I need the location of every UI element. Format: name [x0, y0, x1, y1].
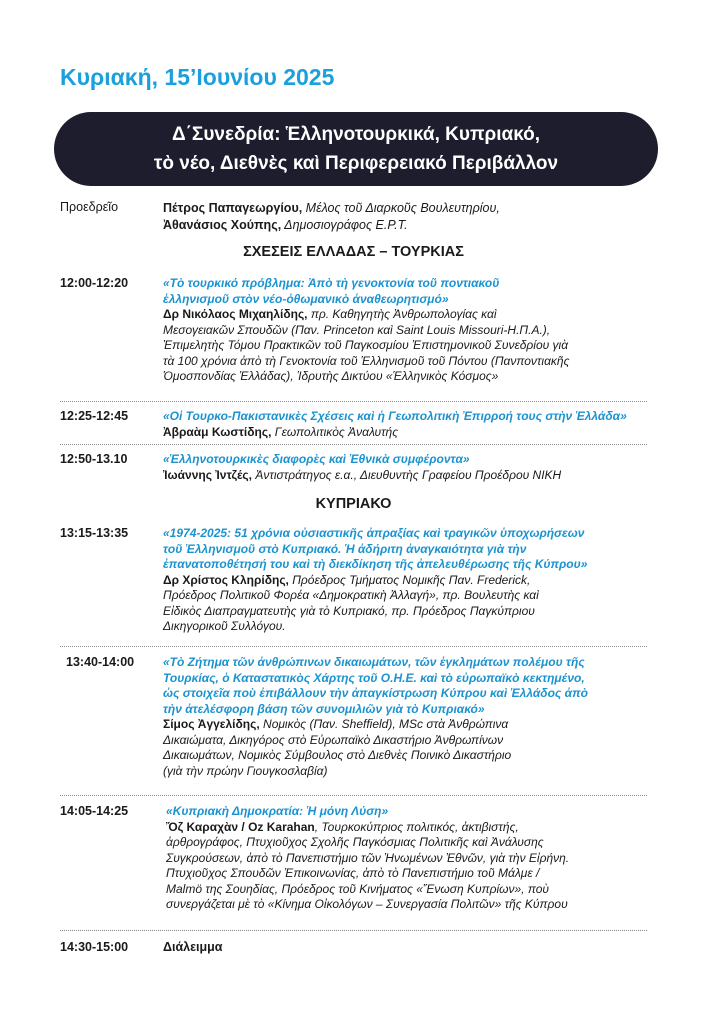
- speaker-name: Δρ Νικόλαος Μιχαηλίδης,: [163, 307, 308, 321]
- divider: [60, 401, 647, 402]
- speaker-line: [163, 573, 663, 589]
- talk-title-line: «Τὸ τουρκικό πρόβλημα: Ἀπὸ τὴ γενοκτονία τοῦ ποντιακοῦ: [163, 276, 500, 290]
- talk-entry: [166, 804, 666, 913]
- speaker-bio-line: τὰ 100 χρόνια ἀπὸ τὴ Γενοκτονία τοῦ Ἑλληνισμοῦ τοῦ Πόντου (Πανποντιακῆς: [163, 353, 570, 368]
- speaker-bio: Γεωπολιτικὸς Ἀναλυτής: [271, 424, 399, 439]
- speaker-bio: , Τουρκοκύπριος πολιτικός, ἀκτιβιστής,: [314, 819, 519, 834]
- presidium-member-name: Ἀθανάσιος Χούπης,: [163, 218, 282, 232]
- presidium-members: [163, 200, 663, 234]
- talk-entry: [163, 452, 663, 483]
- talk-title-line: «Κυπριακὴ Δημοκρατία: Ἡ μόνη Λύση»: [166, 804, 389, 818]
- speaker-bio-line: Συγκρούσεων, ἀπὸ τὸ Πανεπιστήμιο τῶν Ἡνωμένων Ἐθνῶν, γιὰ τὴν Εἰρήνη.: [166, 850, 570, 865]
- talk-title-line: ἑλληνισμοῦ στὸν νέο-ὀθωμανικὸ ἀναθεωρητισμό»: [163, 291, 449, 306]
- page-date: Κυριακή, 15’Ιουνίου 2025: [60, 64, 335, 90]
- talk-title-line: «1974-2025: 51 χρόνια οὐσιαστικῆς ἀπραξίας καὶ τραγικῶν ὑποχωρήσεων: [163, 526, 585, 540]
- session-title-line-2: τὸ νέο, Διεθνὲς καὶ Περιφερειακό Περιβάλλον: [153, 153, 559, 174]
- presidium-member-name: Πέτρος Παπαγεωργίου,: [163, 201, 303, 215]
- speaker-bio-line: Πρόεδρος Πολιτικοῦ Φορέα «Δημοκρατικὴ Ἀλλαγή», πρ. Βουλευτὴς καὶ: [163, 588, 539, 602]
- speaker-bio-line: Malmö της Σουηδίας, Πρόεδρος τοῦ Κινήματος «Ἕνωση Κυπρίων», ποὺ: [166, 881, 549, 896]
- speaker-bio-line: Ὁμοσπονδίας Ἑλλάδας), Ἱδρυτὴς Δικτύου «Ἑλληνικὸς Κόσμος»: [163, 369, 499, 383]
- speaker-bio-line: Εἰδικὸς Διαπραγματευτὴς γιὰ τὸ Κυπριακό, πρ. Πρόεδρος Παγκύπριου: [163, 603, 535, 618]
- talk-title-line: «Τὸ Ζήτημα τῶν ἀνθρώπινων δικαιωμάτων, τῶν ἐγκλημάτων πολέμου τῆς: [163, 655, 585, 669]
- speaker-bio-line: Δικαιωμάτων, Νομικὸς Σύμβουλος στὸ Διεθνὲς Ποινικὸ Δικαστήριο: [163, 748, 512, 762]
- break-time: 14:30-15:00: [60, 940, 129, 954]
- speaker-name: Σίμος Ἀγγελίδης,: [163, 717, 260, 731]
- talk-entry: [163, 526, 663, 635]
- speaker-name: Ὄζ Καραχὰν / Oz Karahan: [166, 819, 315, 834]
- talk-title-line: ἐπανατοποθέτησή του καὶ τὴ διεκδίκηση τῆς ἀπελευθέρωσης τῆς Κύπρου»: [163, 557, 588, 571]
- talk-entry: [163, 276, 663, 385]
- speaker-bio-line: Μεσογειακῶν Σπουδῶν (Παν. Princeton καὶ Saint Louis Missouri-Η.Π.Α.),: [163, 322, 551, 337]
- speaker-bio: Πρόεδρος Τμήματος Νομικῆς Παν. Frederick,: [288, 572, 531, 587]
- presidium-member-role: Μέλος τοῦ Διαρκοῦς Βουλευτηρίου,: [302, 201, 500, 215]
- speaker-line: [163, 717, 663, 733]
- talk-title-line: τὴν ἀτελέσφορη βάση τῶν συνομιλιῶν γιὰ τὸ Κυπριακό»: [163, 701, 485, 716]
- presidium-label: Προεδρεῖο: [60, 200, 119, 214]
- slot-time: 12:00-12:20: [60, 276, 129, 290]
- speaker-bio-line: συνεργάζεται μὲ τὸ «Κίνημα Οἰκολόγων – Συνεργασία Πολιτῶν» τῆς Κύπρου: [166, 897, 568, 911]
- talk-title-line: τοῦ Ἑλληνισμοῦ στὸ Κυπριακό. Ἡ ἀδήριτη ἀναγκαιότητα γιὰ τὴν: [163, 541, 527, 556]
- session-banner: [54, 112, 658, 186]
- talk-title-line: ὡς στοιχεῖα ποὺ ἐπιβάλλουν τὴν ἀπαγκίστρωση Κύπρου καὶ Ἑλλάδος ἀπὸ: [163, 686, 588, 700]
- break-label: Διάλειμμα: [163, 940, 223, 954]
- presidium-member: [163, 217, 663, 234]
- speaker-name: Ἀβραὰμ Κωστίδης,: [163, 424, 272, 439]
- speaker-line: [163, 307, 663, 323]
- speaker-bio: Ἀντιστράτηγος ε.α., Διευθυντὴς Γραφείου Προέδρου ΝΙΚΗ: [252, 467, 562, 482]
- talk-title-line: «Ἑλληνοτουρκικὲς διαφορὲς καὶ Ἐθνικὰ συμφέροντα»: [163, 452, 470, 466]
- speaker-line: [163, 425, 663, 441]
- divider: [60, 795, 647, 796]
- slot-time: 13:15-13:35: [60, 526, 129, 540]
- talk-entry: [163, 655, 663, 779]
- speaker-bio-line: Δικηγορικοῦ Συλλόγου.: [163, 619, 286, 633]
- divider: [60, 646, 647, 647]
- slot-time: 14:05-14:25: [60, 804, 129, 818]
- section-heading-cyprus: ΚΥΠΡΙΑΚΟ: [315, 496, 392, 512]
- divider: [60, 930, 647, 931]
- talk-title-line: «Οἱ Τουρκο-Πακιστανικὲς Σχέσεις καὶ ἡ Γεωπολιτικὴ Ἐπιρροή τους στὴν Ἑλλάδα»: [163, 409, 627, 423]
- speaker-bio: Νομικὸς (Παν. Sheffield), MSc στὰ Ἀνθρώπινα: [259, 717, 509, 731]
- speaker-bio-line: Πτυχιοῦχος Σπουδῶν Ἐπικοινωνίας, ἀπὸ τὸ Πανεπιστήμιο τοῦ Μάλμε /: [166, 866, 540, 880]
- speaker-bio: πρ. Καθηγητὴς Ἀνθρωπολογίας καὶ: [307, 307, 497, 321]
- speaker-name: Ἰωάννης Ἰντζές,: [163, 467, 252, 482]
- section-heading-greece-turkey: ΣΧΕΣΕΙΣ ΕΛΛΑΔΑΣ – ΤΟΥΡΚΙΑΣ: [243, 244, 464, 260]
- speaker-name: Δρ Χρίστος Κληρίδης,: [163, 572, 289, 587]
- talk-entry: [163, 409, 663, 440]
- speaker-bio-line: (γιὰ τὴν πρώην Γιουγκοσλαβία): [163, 763, 328, 778]
- speaker-line: [163, 468, 663, 484]
- talk-title-line: Τουρκίας, ὁ Καταστατικὸς Χάρτης τοῦ Ο.Η.Ε. καὶ τὸ εὐρωπαϊκὸ κεκτημένο,: [163, 670, 585, 685]
- speaker-bio-line: ἀρθρογράφος, Πτυχιοῦχος Σχολῆς Παγκόσμιας Πολιτικῆς καὶ Ἀνάλυσης: [166, 835, 544, 849]
- slot-time: 12:50-13.10: [60, 452, 128, 466]
- slot-time: 12:25-12:45: [60, 409, 129, 423]
- session-title-line-1: Δ΄Συνεδρία: Ἑλληνοτουρκικά, Κυπριακό,: [171, 124, 541, 145]
- speaker-line: [166, 820, 666, 836]
- presidium-member: [163, 200, 663, 217]
- speaker-bio-line: Ἐπιμελητὴς Τόμου Πρακτικῶν τοῦ Παγκοσμίου Ἐπιστημονικοῦ Συνεδρίου γιὰ: [163, 338, 569, 352]
- slot-time: 13:40-14:00: [66, 655, 135, 669]
- divider: [60, 444, 647, 445]
- presidium-member-role: Δημοσιογράφος Ε.Ρ.Τ.: [281, 218, 408, 232]
- speaker-bio-line: Δικαιώματα, Δικηγόρος στὸ Εὐρωπαϊκὸ Δικαστήριο Ἀνθρωπίνων: [163, 732, 504, 747]
